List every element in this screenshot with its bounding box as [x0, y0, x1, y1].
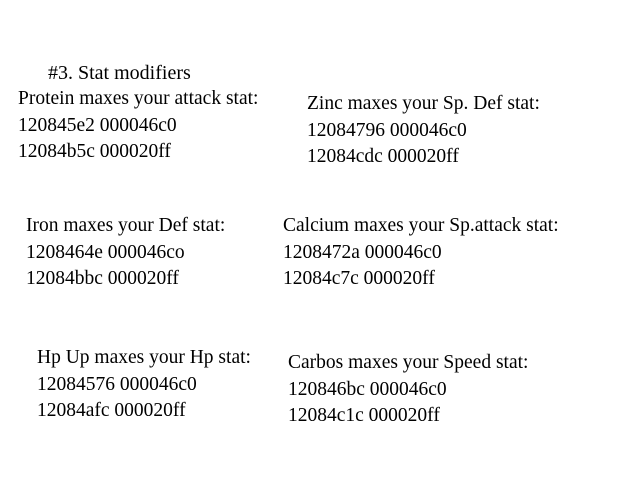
modifier-code-1: 12084796 000046c0	[307, 119, 467, 141]
modifier-code-2: 12084b5c 000020ff	[18, 141, 171, 162]
modifier-code-2: 12084c1c 000020ff	[288, 405, 440, 426]
carbos-modifier-block	[288, 350, 528, 430]
modifier-code-2: 12084bbc 000020ff	[26, 268, 179, 289]
modifier-code-1: 120846bc 000046c0	[288, 378, 447, 400]
modifier-code-1: 12084576 000046c0	[37, 373, 197, 395]
modifier-code-1: 120845e2 000046c0	[18, 114, 177, 136]
modifier-title: Carbos maxes your Speed stat:	[288, 352, 529, 373]
modifier-title: Zinc maxes your Sp. Def stat:	[307, 93, 540, 114]
modifier-code-2: 12084afc 000020ff	[37, 400, 186, 421]
modifier-code-2: 12084c7c 000020ff	[283, 268, 435, 289]
modifier-code-2: 12084cdc 000020ff	[307, 146, 459, 167]
protein-modifier-block	[18, 86, 258, 166]
modifier-title: Protein maxes your attack stat:	[18, 88, 259, 109]
hp-up-modifier-block	[37, 345, 251, 425]
modifier-code-1: 1208464e 000046co	[26, 241, 185, 263]
section-heading: #3. Stat modifiers	[48, 62, 191, 84]
modifier-title: Hp Up maxes your Hp stat:	[37, 347, 251, 368]
iron-modifier-block	[26, 213, 225, 293]
calcium-modifier-block	[283, 213, 559, 293]
zinc-modifier-block	[307, 91, 540, 171]
modifier-title: Calcium maxes your Sp.attack stat:	[283, 215, 559, 236]
modifier-title: Iron maxes your Def stat:	[26, 215, 226, 236]
modifier-code-1: 1208472a 000046c0	[283, 241, 442, 263]
